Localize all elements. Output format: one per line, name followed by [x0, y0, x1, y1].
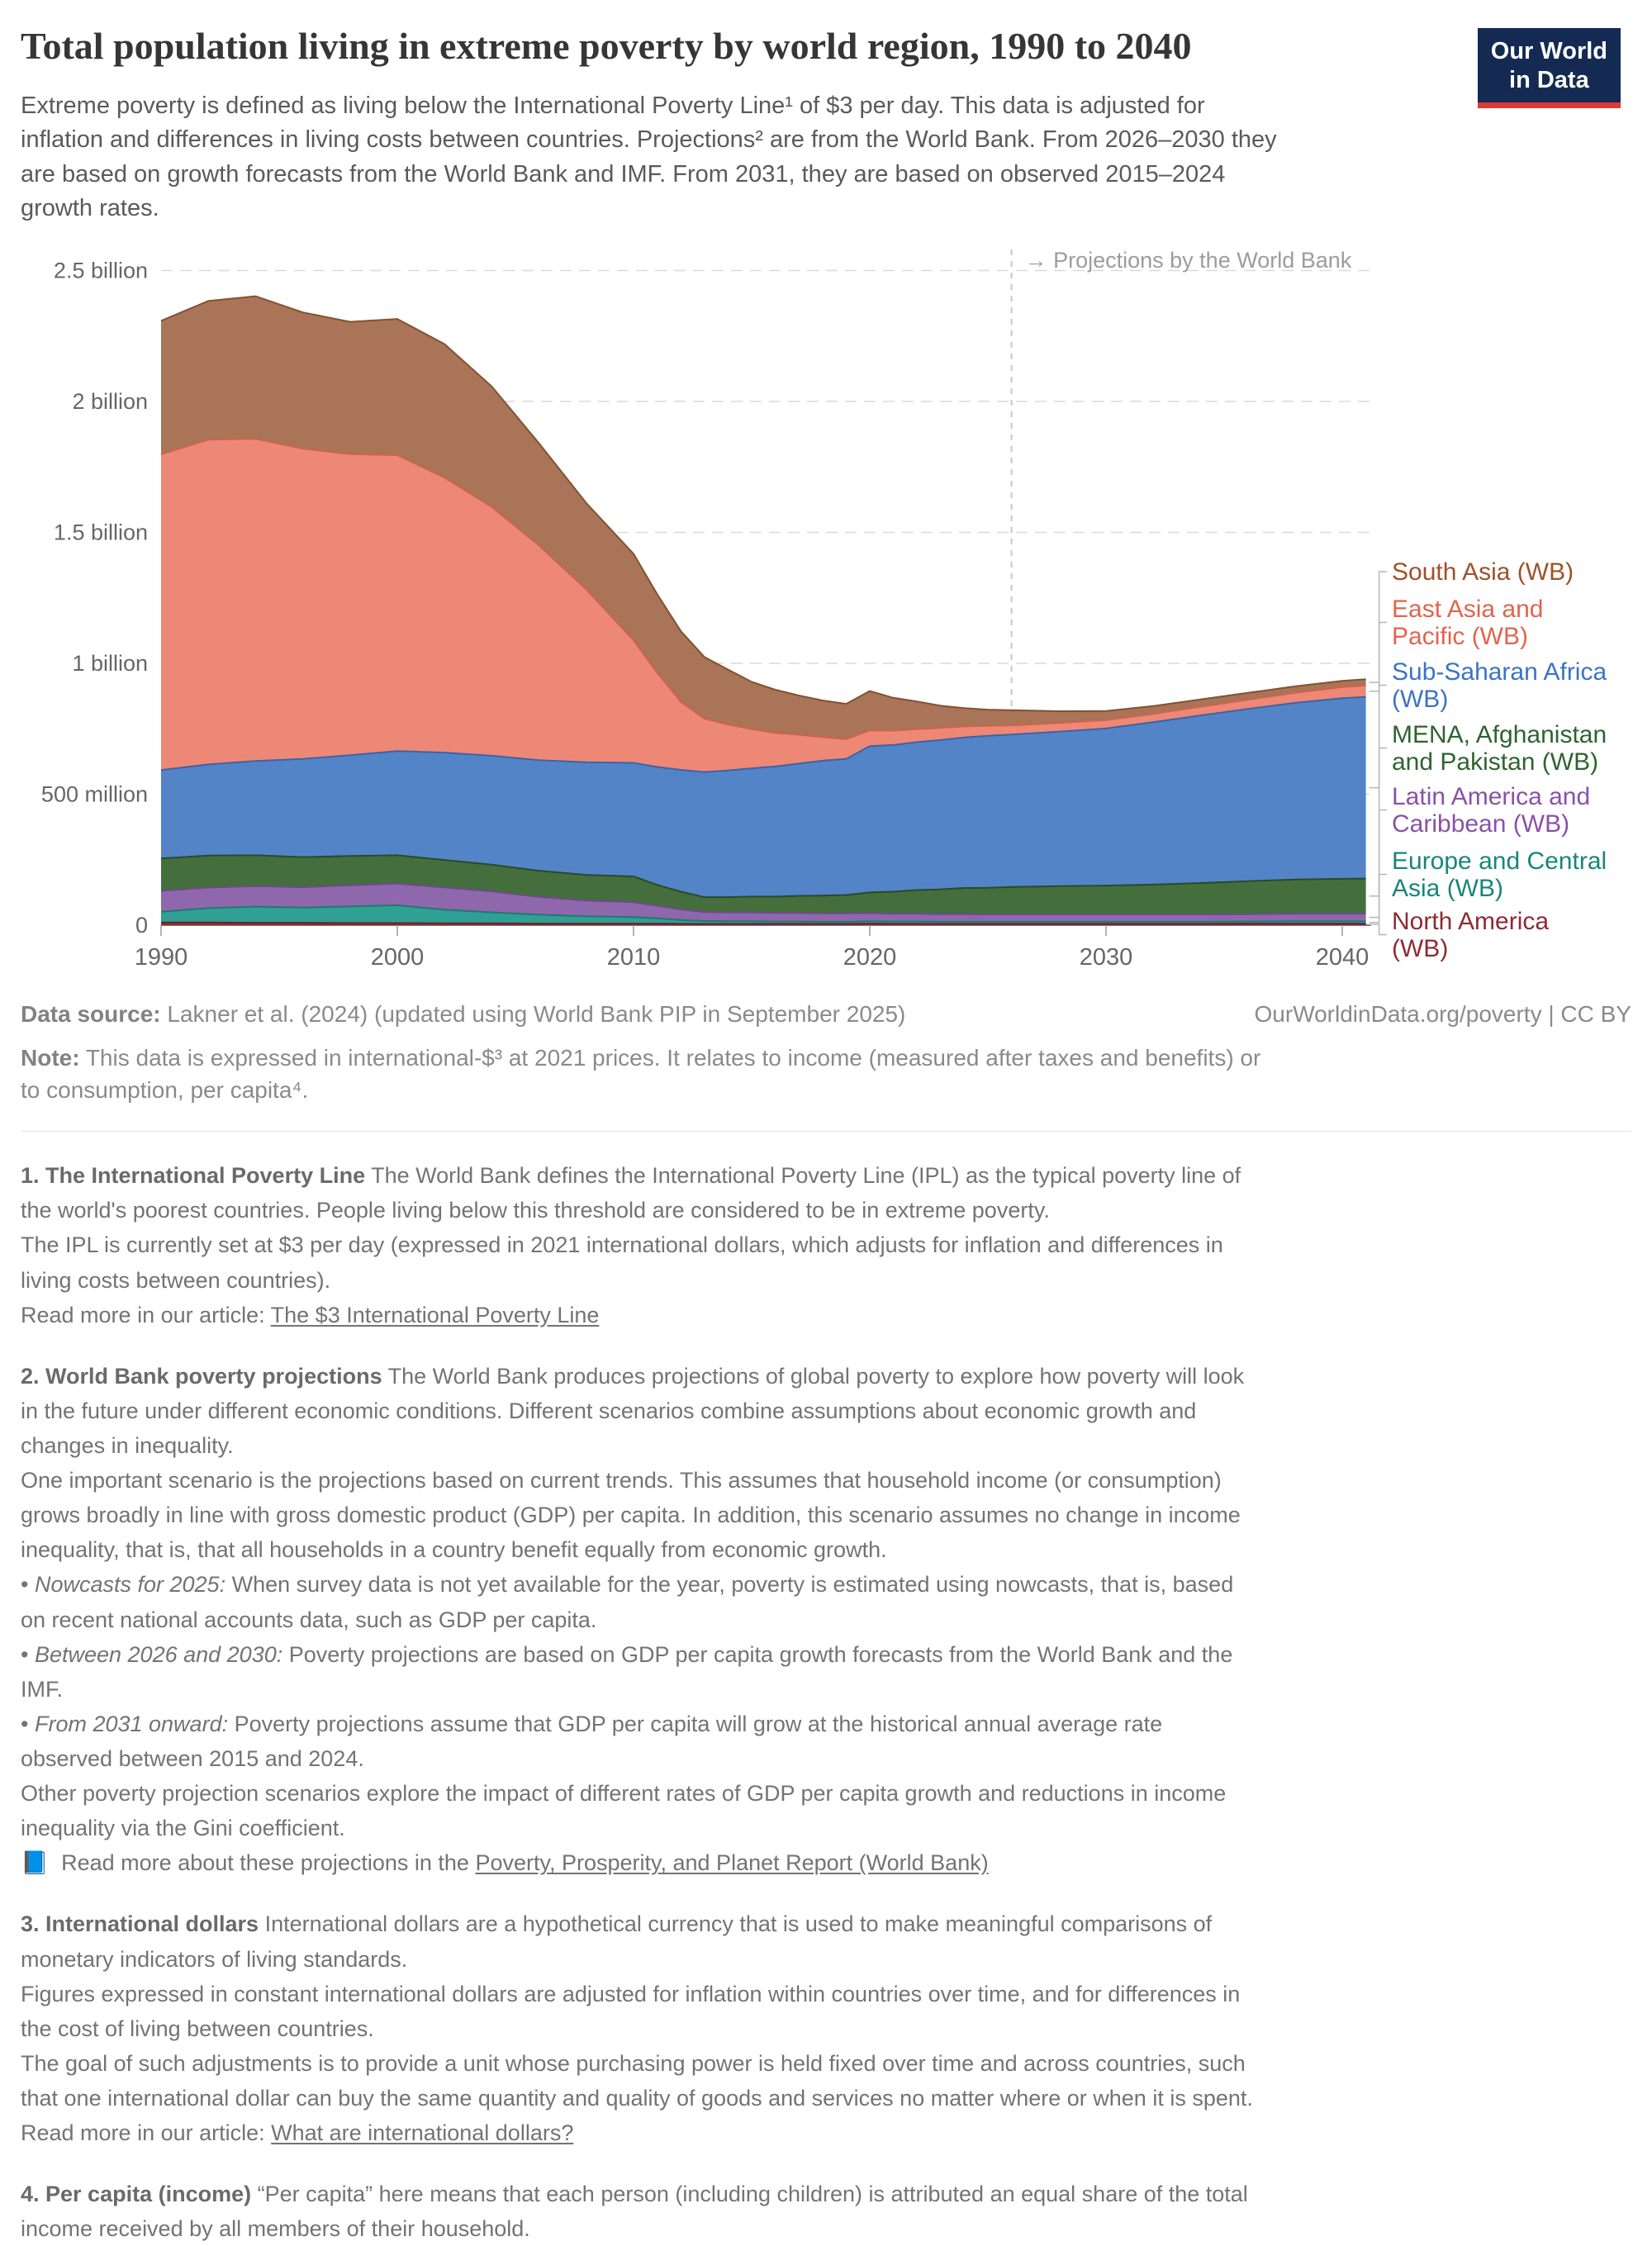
intl-dollars-link[interactable]: What are international dollars?	[271, 2120, 574, 2146]
svg-text:Latin America andCaribbean (WB: Latin America and Caribbean (WB)	[1392, 782, 1591, 838]
footnote-4-lead: 4. Per capita (income)	[21, 2182, 252, 2207]
owid-logo	[1478, 28, 1621, 108]
divider	[21, 1131, 1631, 1132]
svg-text:North America(WB): North America (WB)	[1392, 907, 1550, 962]
footnotes	[21, 1158, 1260, 2246]
svg-text:2 billion: 2 billion	[72, 388, 148, 414]
note-label: Note:	[21, 1044, 80, 1071]
footnote-intl-dollars	[21, 1906, 1260, 2150]
bullet-text: Poverty projections are based on GDP per capita growth forecasts from the World Bank and the IMF.	[21, 1641, 1233, 1702]
footnote-ipl	[21, 1158, 1260, 1332]
svg-text:1.5 billion: 1.5 billion	[53, 520, 148, 545]
poverty-area-chart-svg	[21, 233, 1631, 993]
owid-attribution-link[interactable]: OurWorldinData.org/poverty | CC BY	[1254, 1000, 1631, 1027]
bullet-icon: •	[21, 1711, 29, 1736]
footnote-3-readmore	[21, 2115, 1260, 2150]
footnote-2-lead: 2. World Bank poverty projections	[21, 1363, 382, 1389]
chart-note	[21, 1042, 1284, 1106]
ppp-report-link[interactable]: Poverty, Prosperity, and Planet Report (World Bank)	[475, 1850, 989, 1876]
readmore-prefix: Read more about these projections in the	[55, 1850, 476, 1876]
svg-text:1990: 1990	[134, 943, 188, 971]
svg-text:Sub-Saharan Africa(WB): Sub-Saharan Africa (WB)	[1392, 658, 1607, 713]
svg-text:2.5 billion: 2.5 billion	[53, 258, 148, 283]
data-source-label: Data source:	[21, 1000, 161, 1027]
bullet-lead: From 2031 onward:	[34, 1711, 229, 1736]
footnote-1-readmore	[21, 1298, 1260, 1332]
footnote-2-text: The World Bank produces projections of global poverty to explore how poverty will look in the future under different economic conditions. Different scenarios combine assumptions about economic growth and changes in inequality.	[21, 1363, 1245, 1458]
bullet-lead: Nowcasts for 2025:	[34, 1572, 226, 1598]
svg-text:2020: 2020	[843, 943, 897, 971]
svg-text:2000: 2000	[370, 943, 425, 971]
bullet-icon: •	[21, 1572, 29, 1598]
footnote-projections	[21, 1359, 1260, 1881]
bullet-icon: •	[21, 1641, 29, 1667]
svg-text:South Asia (WB): South Asia (WB)	[1392, 558, 1574, 586]
bullet-2026-2030	[21, 1637, 1260, 1707]
stacked-area-chart	[21, 233, 1631, 993]
ipl-article-link[interactable]: The $3 International Poverty Line	[270, 1302, 600, 1327]
chart-footer	[21, 998, 1631, 1107]
note-text: This data is expressed in international-$³ at 2021 prices. It relates to income (measured after taxes and benefits) or to consumption, per capita⁴.	[21, 1044, 1261, 1104]
bullet-2031-onward	[21, 1707, 1260, 1776]
owid-logo-line2: in Data	[1509, 66, 1589, 93]
footnote-3-text2: Figures expressed in constant international dollars are adjusted for inflation within countries over time, and for differences in the cost of living between countries.	[21, 1981, 1241, 2041]
svg-text:2040: 2040	[1315, 943, 1370, 971]
page-title: Total population living in extreme poverty by world region, 1990 to 2040	[21, 25, 1192, 67]
svg-text:0: 0	[135, 912, 148, 938]
svg-text:Europe and CentralAsia (WB): Europe and Central Asia (WB)	[1392, 847, 1607, 902]
footnote-3-text3: The goal of such adjustments is to provide a unit whose purchasing power is held fixed over time and across countries, such that one international dollar can buy the same quantity and quality of goods and services no matter where or when it is spent.	[21, 2050, 1253, 2111]
footnote-3-text: International dollars are a hypothetical currency that is used to make meaningful comparisons of monetary indicators of living standards.	[21, 1911, 1213, 1972]
svg-text:500 million: 500 million	[40, 781, 148, 807]
bullet-lead: Between 2026 and 2030:	[34, 1641, 283, 1667]
footnote-4-text: “Per capita” here means that each person (including children) is attributed an equal share of the total income received by all members of their household.	[21, 2182, 1248, 2242]
svg-text:1 billion: 1 billion	[72, 650, 148, 676]
readmore-prefix: Read more in our article:	[21, 2120, 272, 2146]
svg-text:2030: 2030	[1079, 943, 1133, 971]
chart-subtitle: Extreme poverty is defined as living below the International Poverty Line¹ of $3 per day. This data is adjusted for inflation and differences in living costs between countries. Projections² are from the World Bank. From 2026–2030 they are based on growth forecasts from the World Bank and IMF. From 2031, they are based on observed 2015–2024 growth rates.	[21, 92, 1277, 222]
svg-text:MENA, Afghanistanand Pakistan: MENA, Afghanistan and Pakistan (WB)	[1392, 720, 1607, 776]
bullet-text: When survey data is not yet available for the year, poverty is estimated using nowcasts, that is, based on recent national accounts data, such as GDP per capita.	[21, 1572, 1234, 1632]
footnote-3-lead: 3. International dollars	[21, 1911, 259, 1937]
footnote-1-text: The World Bank defines the International Poverty Line (IPL) as the typical poverty line of the world's poorest countries. People living below this threshold are considered to be in extreme poverty.	[21, 1163, 1241, 1223]
footnote-2-text2: One important scenario is the projections based on current trends. This assumes that household income (or consumption) grows broadly in line with gross domestic product (GDP) per capita. In addition, this scenario assumes no change in income inequality, that is, that all households in a country benefit equally from economic growth.	[21, 1468, 1241, 1563]
footnote-per-capita	[21, 2177, 1260, 2246]
footnote-2-text3: Other poverty projection scenarios explore the impact of different rates of GDP per capita growth and reductions in income inequality via the Gini coefficient.	[21, 1781, 1227, 1841]
bullet-nowcasts	[21, 1567, 1260, 1636]
svg-text:2010: 2010	[606, 943, 661, 971]
readmore-prefix: Read more in our article:	[21, 1302, 271, 1327]
data-source-text: Lakner et al. (2024) (updated using World Bank PIP in September 2025)	[160, 1000, 906, 1027]
footnote-1-lead: 1. The International Poverty Line	[21, 1163, 366, 1189]
bullet-text: Poverty projections assume that GDP per capita will grow at the historical annual average rate observed between 2015 and 2024.	[21, 1711, 1163, 1771]
footnote-1-text2: The IPL is currently set at $3 per day (expressed in 2021 international dollars, which adjusts for inflation and differences in living costs between countries).	[21, 1232, 1223, 1293]
data-source-line	[21, 998, 905, 1030]
book-icon: 📘	[21, 1850, 49, 1876]
owid-logo-line1: Our World	[1490, 38, 1607, 64]
svg-text:→ Projections by the World Ban: → Projections by the World Bank	[1024, 247, 1352, 273]
footnote-2-readmore	[21, 1845, 1260, 1880]
svg-text:East Asia andPacific (WB): East Asia and Pacific (WB)	[1392, 595, 1544, 650]
